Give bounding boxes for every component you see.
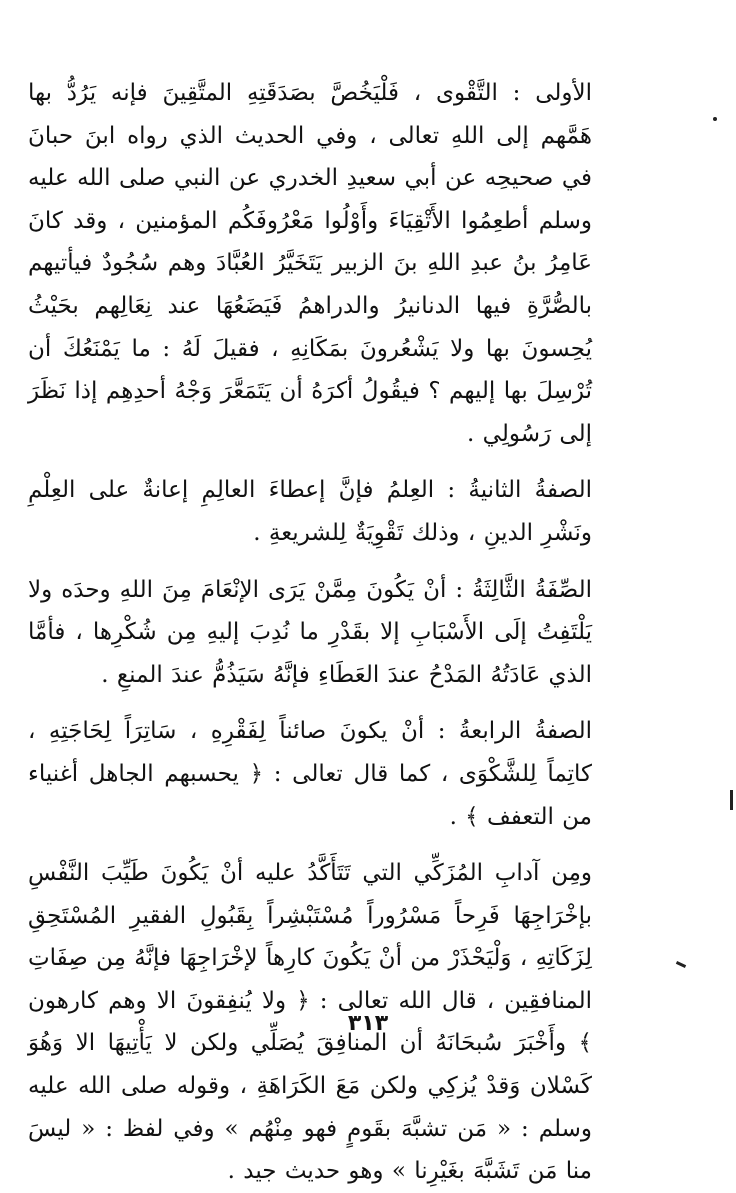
paragraph-second-quality: الصفةُ الثانيةُ : العِلمُ فإنَّ إعطاءَ العالِمِ إعانةٌ على العِلْمِ ونَشْرِ الدينِ ، وذلك تَقْوِيَةٌ لِلشريعةِ . [28,477,592,546]
page-number: ٣١٣ [347,1011,389,1036]
paragraph-taqwa: الأولى : التَّقْوى ، فَلْيَخُصَّ بصَدَقَتِهِ المتَّقِينَ فإنه يَرُدُّ بها هَمَّهم إلى اللهِ تعالى ، وفي الحديث الذي رواه ابنَ حبانَ في صحيحِه عن أبي سعيدِ الخدري عن النبي صلى الله عليه وسلم أطعِمُوا الأَتْقِيَاءَ وأَوْلُوا مَعْرُوفَكُم المؤمنين ، وقد كانَ عَامِرُ بنُ عبدِ اللهِ بنَ الزبير يَتَخَيَّرُ العُبَّادَ وهم سُجُودٌ فيأتيهم بالصُّرَّةِ فيها الدنانيرُ والدراهمُ فَيَضَعُهَا عند نِعَالِهم بحَيْثُ يُحِسونَ بها ولا يَشْعُرونَ بمَكَانِهِ ، فقيلَ لَهُ : ما يَمْنَعُكَ أن تُرْسِلَ بها إليهم ؟ فيقُولُ أكرَهُ أن يَتَمَعَّرَ وَجْهُ أحدِهِم إذا نَظَرَ إلى رَسُولِي . [28,80,592,447]
scan-stroke-mark [676,961,686,968]
paragraph-third-quality: الصِّفَةُ الثَّالِثَةُ : أنْ يَكُونَ مِمَّنْ يَرَى الإنْعَامَ مِنَ اللهِ وحدَه ولا يَلْتَفِتُ إلَى الأَسْبَابِ إلا بقَدْرِ ما نُدِبَ إليهِ مِن شُكْرِها ، فأمَّا الذي عَادَتُهُ المَدْحُ عندَ العَطَاءِ فإنَّهُ سَيَذُمُّ عندَ المنعِ . [28,576,592,688]
paragraph-fourth-quality: الصفةُ الرابعةُ : أنْ يكونَ صائناً لِفَقْرِهِ ، سَاتِرَاً لِحَاجَتِهِ ، كاتِماً لِلشَّكْوَى ، كما قال تعالى : ﴿ يحسبهم الجاهل أغنياء من التعفف ﴾ . [28,718,592,830]
scan-edge-mark [730,790,733,810]
scan-speck [713,117,717,121]
paragraph-manners-of-giver: ومِن آدابِ المُزَكِّي التي تَتَأَكَّدُ عليه أنْ يَكُونَ طَيِّبَ النَّفْسِ بإخْرَاجِهَا فَرِحاً مَسْرُوراً مُسْتَبْشِراً بِقَبُولِ الفقيرِ المُسْتَحِقِ لِزَكَاتِهِ ، وَلْيَحْذَرْ من أنْ يَكُونَ كارِهاً لإخْرَاجِهَا فإنَّهُ مِن صِفَاتِ المنافقِين ، قال الله تعالى : ﴿ ولا يُنفِقونَ الا وهم كارهون ﴾ وأَخْبَرَ سُبحَانَهُ أن المنافِقَ يُصَلِّي ولكن لا يَأْتِيهَا الا وَهُوَ كَسْلان وَقدْ يُزكِي ولكن مَعَ الكَرَاهَةِ ، وقوله صلى الله عليه وسلم : « مَن تشبَّهَ بقَومٍ فهو مِنْهُم » وفي لفظ : « ليسَ منا مَن تَشَبَّهَ بغَيْرِنا » وهو حديث جيد . [28,860,592,1185]
